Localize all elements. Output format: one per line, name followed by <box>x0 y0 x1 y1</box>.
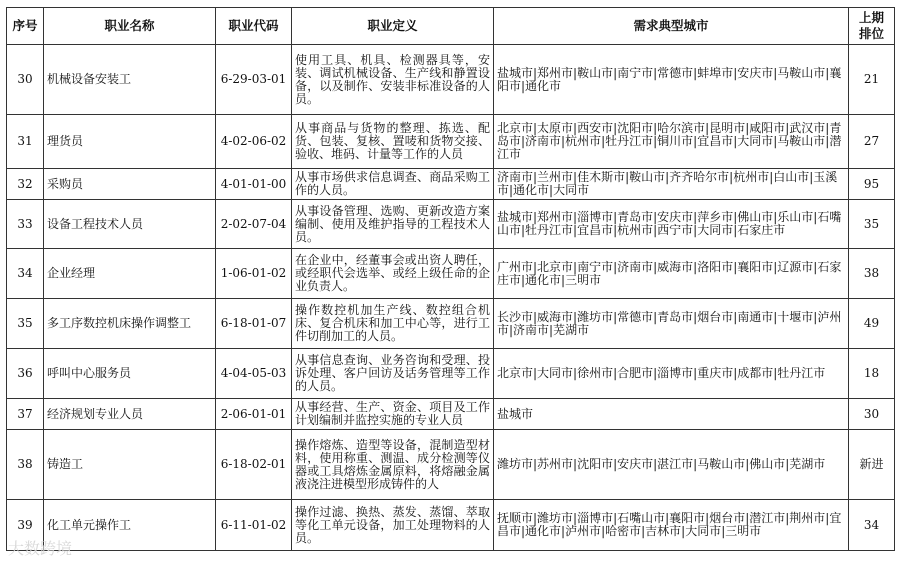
cell-cities: 北京市|太原市|西安市|沈阳市|哈尔滨市|昆明市|咸阳市|武汉市|青岛市|济南市|杭州市|牡丹江市|铜川市|宜昌市|大同市|马鞍山市|潜江市 <box>494 115 849 169</box>
cell-seq: 34 <box>7 249 44 299</box>
cell-rank: 35 <box>849 200 895 249</box>
cell-rank: 新进 <box>849 430 895 500</box>
cell-name: 机械设备安装工 <box>44 45 216 115</box>
cell-seq: 38 <box>7 430 44 500</box>
cell-cities: 盐城市 <box>494 399 849 430</box>
table-row <box>7 399 895 430</box>
table-row <box>7 249 895 299</box>
watermark: 大数跨境 <box>8 539 73 558</box>
cell-code: 6-18-01-07 <box>216 299 292 349</box>
table-row <box>7 500 895 551</box>
cell-seq: 35 <box>7 299 44 349</box>
cell-definition: 从事设备管理、选购、更新改造方案编制、使用及维护指导的工程技术人员。 <box>292 200 494 249</box>
cell-definition: 从事商品与货物的整理、拣选、配货、包装、复核、置唛和货物交接、验收、堆码、计量等工作的人员 <box>292 115 494 169</box>
cell-name: 设备工程技术人员 <box>44 200 216 249</box>
table-row <box>7 349 895 399</box>
cell-definition: 从事信息查询、业务咨询和受理、投诉处理、客户回访及话务管理等工作的人员。 <box>292 349 494 399</box>
cell-name: 化工单元操作工 <box>44 500 216 551</box>
cell-name: 呼叫中心服务员 <box>44 349 216 399</box>
cell-code: 6-18-02-01 <box>216 430 292 500</box>
cell-definition: 从事市场供求信息调查、商品采购工作的人员。 <box>292 169 494 200</box>
header-code: 职业代码 <box>216 8 292 45</box>
cell-name: 采购员 <box>44 169 216 200</box>
cell-rank: 27 <box>849 115 895 169</box>
table-row <box>7 169 895 200</box>
cell-name: 理货员 <box>44 115 216 169</box>
cell-rank: 95 <box>849 169 895 200</box>
cell-definition: 操作数控机加生产线、数控组合机床、复合机床和加工中心等，进行工件切削加工的人员。 <box>292 299 494 349</box>
cell-definition: 操作过滤、换热、蒸发、蒸馏、萃取等化工单元设备，加工处理物料的人员。 <box>292 500 494 551</box>
cell-code: 6-29-03-01 <box>216 45 292 115</box>
cell-cities: 潍坊市|苏州市|沈阳市|安庆市|湛江市|马鞍山市|佛山市|芜湖市 <box>494 430 849 500</box>
cell-name: 经济规划专业人员 <box>44 399 216 430</box>
table-row <box>7 430 895 500</box>
cell-seq: 36 <box>7 349 44 399</box>
cell-definition: 使用工具、机具、检测器具等，安装、调试机械设备、生产线和静置设备，以及制作、安装非标准设备的人员。 <box>292 45 494 115</box>
cell-cities: 盐城市|郑州市|鞍山市|南宁市|常德市|蚌埠市|安庆市|马鞍山市|襄阳市|通化市 <box>494 45 849 115</box>
header-name: 职业名称 <box>44 8 216 45</box>
cell-code: 4-02-06-02 <box>216 115 292 169</box>
header-row <box>7 8 895 45</box>
cell-seq: 33 <box>7 200 44 249</box>
occupation-table <box>6 7 895 551</box>
cell-rank: 21 <box>849 45 895 115</box>
cell-code: 4-01-01-00 <box>216 169 292 200</box>
cell-seq: 30 <box>7 45 44 115</box>
cell-name: 铸造工 <box>44 430 216 500</box>
table-row <box>7 299 895 349</box>
cell-definition: 从事经营、生产、资金、项目及工作计划编制并监控实施的专业人员 <box>292 399 494 430</box>
header-rank: 上期排位 <box>849 8 895 45</box>
table-row <box>7 45 895 115</box>
header-seq: 序号 <box>7 8 44 45</box>
cell-rank: 30 <box>849 399 895 430</box>
cell-cities: 济南市|兰州市|佳木斯市|鞍山市|齐齐哈尔市|杭州市|白山市|玉溪市|通化市|大同市 <box>494 169 849 200</box>
cell-seq: 37 <box>7 399 44 430</box>
header-cities: 需求典型城市 <box>494 8 849 45</box>
cell-cities: 抚顺市|潍坊市|淄博市|石嘴山市|襄阳市|烟台市|潜江市|荆州市|宜昌市|通化市|泸州市|哈密市|吉林市|大同市|三明市 <box>494 500 849 551</box>
cell-seq: 39 <box>7 500 44 551</box>
cell-code: 1-06-01-02 <box>216 249 292 299</box>
cell-code: 2-06-01-01 <box>216 399 292 430</box>
cell-seq: 31 <box>7 115 44 169</box>
cell-code: 2-02-07-04 <box>216 200 292 249</box>
cell-rank: 34 <box>849 500 895 551</box>
cell-definition: 在企业中，经董事会或出资人聘任，或经职代会选举、或经上级任命的企业负责人。 <box>292 249 494 299</box>
cell-name: 企业经理 <box>44 249 216 299</box>
table-row <box>7 115 895 169</box>
table-row <box>7 200 895 249</box>
cell-seq: 32 <box>7 169 44 200</box>
cell-cities: 广州市|北京市|南宁市|济南市|威海市|洛阳市|襄阳市|辽源市|石家庄市|通化市|三明市 <box>494 249 849 299</box>
cell-name: 多工序数控机床操作调整工 <box>44 299 216 349</box>
cell-rank: 38 <box>849 249 895 299</box>
cell-cities: 北京市|大同市|徐州市|合肥市|淄博市|重庆市|成都市|牡丹江市 <box>494 349 849 399</box>
cell-code: 4-04-05-03 <box>216 349 292 399</box>
cell-code: 6-11-01-02 <box>216 500 292 551</box>
cell-rank: 18 <box>849 349 895 399</box>
cell-rank: 49 <box>849 299 895 349</box>
cell-cities: 长沙市|威海市|潍坊市|常德市|青岛市|烟台市|南通市|十堰市|泸州市|济南市|芜湖市 <box>494 299 849 349</box>
cell-definition: 操作熔炼、造型等设备，混制造型材料，使用称重、测温、成分检测等仪器或工具熔炼金属原料，将熔融金属液浇注进模型形成铸件的人 <box>292 430 494 500</box>
header-definition: 职业定义 <box>292 8 494 45</box>
cell-cities: 盐城市|郑州市|淄博市|青岛市|安庆市|萍乡市|佛山市|乐山市|石嘴山市|牡丹江市|宜昌市|杭州市|西宁市|大同市|石家庄市 <box>494 200 849 249</box>
